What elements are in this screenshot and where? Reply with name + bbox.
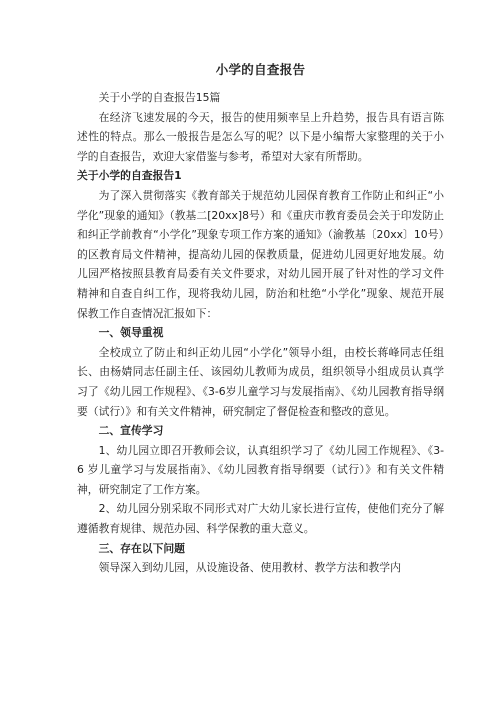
body-paragraph: 1、幼儿园立即召开教师会议，认真组织学习了《幼儿园工作规程》、《3-6 岁儿童学习与发展指南》、《幼儿园教育指导纲要（试行）》和有关文件精神，研究制定了工作方案。 — [77, 443, 444, 496]
heading-publicity: 二、宣传学习 — [98, 424, 164, 438]
document-title: 小学的自查报告 — [215, 62, 306, 77]
subtitle-paragraph: 关于小学的自查报告15篇 — [98, 91, 221, 104]
section-heading-report-1: 关于小学的自查报告1 — [77, 169, 182, 183]
intro-paragraph: 在经济飞速发展的今天，报告的使用频率呈上升趋势，报告具有语言陈述性的特点。那么一般报告是怎么写的呢？以下是小编帮大家整理的关于小学的自查报告，欢迎大家借鉴与参考，希望对大家有所帮助。 — [77, 110, 444, 163]
body-paragraph: 全校成立了防止和纠正幼儿园“小学化”领导小组，由校长蒋峰同志任组长、由杨婧同志任副主任、该园幼儿教师为成员，组织领导小组成员认真学习了《幼儿园工作规程》、《3-6岁儿童学习与发展指南》、《幼儿园教育指导纲要（试行）》和有关文件精神，研究制定了督促检查和整改的意见。 — [77, 345, 444, 418]
heading-problems: 三、存在以下问题 — [98, 541, 185, 555]
body-paragraph: 为了深入贯彻落实《教育部关于规范幼儿园保育教育工作防止和纠正“小学化”现象的通知》（教基二[20xx]8号）和《重庆市教育委员会关于印发防止和纠正学前教育“小学化”现象专项工作方案的通知》（渝教基〔20xx〕10号）的区教育局文件精神，提高幼儿园的保教质量，促进幼儿园更好地发展。幼儿园严格按照县教育局委有关文件要求，对幼儿园开展了针对性的学习文件精神和自查自纠工作，现将我幼儿园，防治和杜绝“小学化”现象、规范开展保教工作自查情况汇报如下： — [77, 188, 444, 320]
body-paragraph: 领导深入到幼儿园，从设施设备、使用教材、教学方法和教学内 — [98, 561, 401, 575]
body-paragraph: 2、幼儿园分别采取不同形式对广大幼儿家长进行宣传，使他们充分了解遵循教育规律、规范办园、科学保教的重大意义。 — [77, 502, 444, 536]
heading-leadership: 一、领导重视 — [98, 326, 164, 340]
